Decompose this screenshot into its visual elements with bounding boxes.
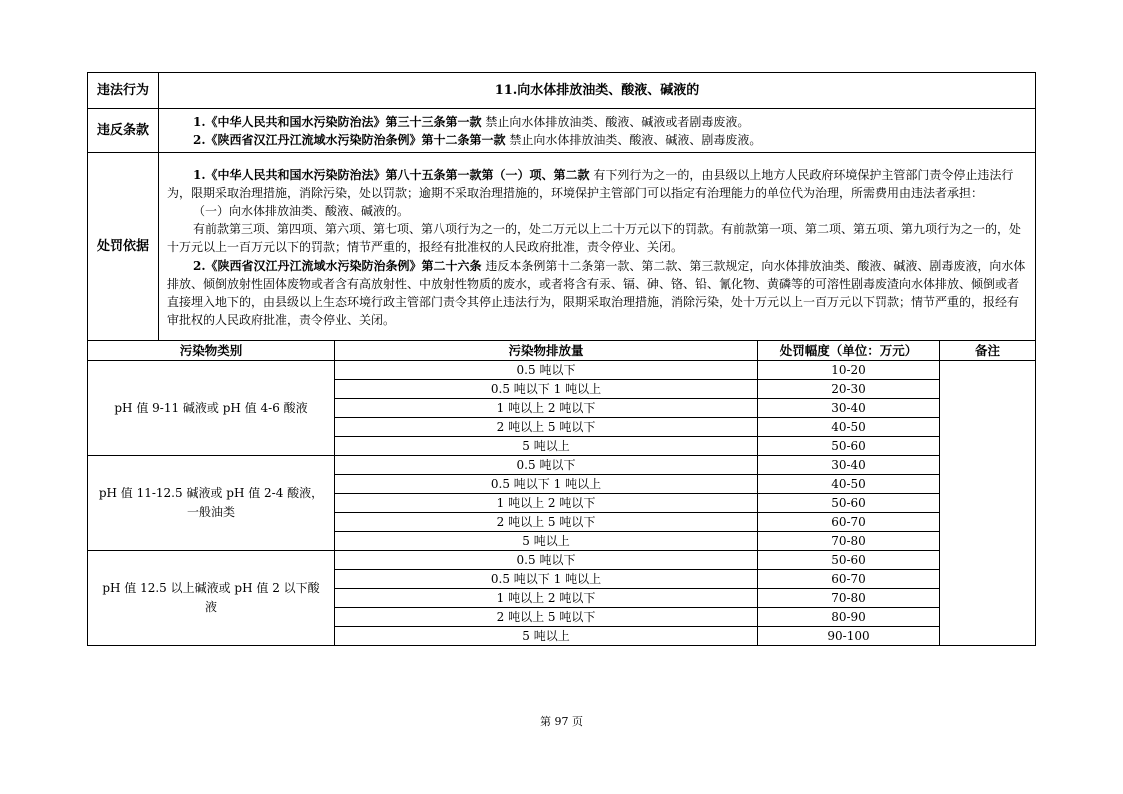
penalty-range: 40-50 — [758, 475, 940, 494]
penalty-range: 50-60 — [758, 494, 940, 513]
article-text: 禁止向水体排放油类、酸液、碱液或者剧毒废液。 — [485, 114, 750, 129]
page-number: 第 97 页 — [540, 715, 583, 728]
emission-amount: 0.5 吨以下 — [335, 361, 758, 380]
penalty-range: 80-90 — [758, 608, 940, 627]
basis-ref: 1.《中华人民共和国水污染防治法》第八十五条第一款第（一）项、第二款 — [193, 167, 590, 182]
header-remark: 备注 — [940, 341, 1036, 361]
penalty-document — [87, 72, 1035, 646]
header-amount: 污染物排放量 — [335, 341, 758, 361]
emission-amount: 0.5 吨以下 1 吨以上 — [335, 380, 758, 399]
remark-cell — [940, 361, 1036, 646]
article-item — [167, 131, 1029, 149]
penalty-range: 30-40 — [758, 399, 940, 418]
emission-amount: 5 吨以上 — [335, 437, 758, 456]
basis-paragraph — [167, 257, 1029, 330]
basis-content — [159, 153, 1036, 341]
pollutant-category: pH 值 9-11 碱液或 pH 值 4-6 酸液 — [88, 361, 335, 456]
table-row — [88, 361, 1036, 380]
articles-label: 违反条款 — [88, 109, 159, 153]
penalty-range: 10-20 — [758, 361, 940, 380]
basis-row — [88, 153, 1036, 341]
penalty-range: 60-70 — [758, 513, 940, 532]
article-text: 禁止向水体排放油类、酸液、碱液、剧毒废液。 — [509, 132, 762, 147]
penalty-range: 50-60 — [758, 551, 940, 570]
article-ref: 1.《中华人民共和国水污染防治法》第三十三条第一款 — [193, 114, 482, 129]
penalty-range: 50-60 — [758, 437, 940, 456]
emission-amount: 0.5 吨以下 — [335, 551, 758, 570]
penalty-range: 70-80 — [758, 589, 940, 608]
penalty-range: 20-30 — [758, 380, 940, 399]
emission-amount: 0.5 吨以下 1 吨以上 — [335, 475, 758, 494]
emission-amount: 2 吨以上 5 吨以下 — [335, 418, 758, 437]
basis-label: 处罚依据 — [88, 153, 159, 341]
violation-row — [88, 73, 1036, 109]
article-ref: 2.《陕西省汉江丹江流域水污染防治条例》第十二条第一款 — [193, 132, 506, 147]
emission-amount: 5 吨以上 — [335, 532, 758, 551]
emission-amount: 2 吨以上 5 吨以下 — [335, 513, 758, 532]
penalty-range: 70-80 — [758, 532, 940, 551]
basis-paragraph: （一）向水体排放油类、酸液、碱液的。 — [193, 203, 410, 218]
violation-label: 违法行为 — [88, 73, 159, 109]
basis-ref: 2.《陕西省汉江丹江流域水污染防治条例》第二十六条 — [193, 258, 482, 273]
emission-amount: 0.5 吨以下 1 吨以上 — [335, 570, 758, 589]
article-item — [167, 113, 1029, 131]
table-row — [88, 551, 1036, 570]
penalty-range: 30-40 — [758, 456, 940, 475]
emission-amount: 0.5 吨以下 — [335, 456, 758, 475]
basis-text: 有下列行为之一的，由县级以上地方人民政府环境保护主管部门责令停止违法行为，限期采取治理措施，消除污染，处以罚款；逾期不采取治理措施的，环境保护主管部门可以指定有治理能力的单位代为治理，所需费用由违法者承担： — [167, 167, 1014, 200]
penalty-range: 60-70 — [758, 570, 940, 589]
emission-amount: 1 吨以上 2 吨以下 — [335, 589, 758, 608]
emission-amount: 5 吨以上 — [335, 627, 758, 646]
articles-content — [159, 109, 1036, 153]
pollutant-category: pH 值 11-12.5 碱液或 pH 值 2-4 酸液，一般油类 — [88, 456, 335, 551]
basis-paragraph: 有前款第三项、第四项、第六项、第七项、第八项行为之一的，处二万元以上二十万元以下的罚款。有前款第一项、第二项、第五项、第九项行为之一的，处十万元以上一百万元以下的罚款；情节严重的，报经有批准权的人民政府批准，责令停业、关闭。 — [167, 222, 1022, 255]
basis-paragraph — [167, 166, 1029, 202]
emission-amount: 2 吨以上 5 吨以下 — [335, 608, 758, 627]
penalty-range: 90-100 — [758, 627, 940, 646]
table-header-row — [88, 341, 1036, 361]
emission-amount: 1 吨以上 2 吨以下 — [335, 399, 758, 418]
violation-title: 11.向水体排放油类、酸液、碱液的 — [159, 73, 1036, 109]
emission-amount: 1 吨以上 2 吨以下 — [335, 494, 758, 513]
header-penalty: 处罚幅度（单位：万元） — [758, 341, 940, 361]
table-row — [88, 456, 1036, 475]
penalty-range: 40-50 — [758, 418, 940, 437]
penalty-table — [87, 72, 1036, 646]
articles-row — [88, 109, 1036, 153]
basis-text: 违反本条例第十二条第一款、第二款、第三款规定，向水体排放油类、酸液、碱液、剧毒废液，向水体排放、倾倒放射性固体废物或者含有高放射性、中放射性物质的废水，或者将含有汞、镉、砷、铬、铅、氰化物、黄磷等的可溶性剧毒废渣向水体排放、倾倒或者直接埋入地下的，由县级以上生态环境行政主管部门责令其停止违法行为，限期采取治理措施，消除污染，处十万元以上一百万元以下罚款；情节严重的，报经有审批权的人民政府批准，责令停业、关闭。 — [167, 258, 1026, 328]
pollutant-category: pH 值 12.5 以上碱液或 pH 值 2 以下酸液 — [88, 551, 335, 646]
header-category: 污染物类别 — [88, 341, 335, 361]
